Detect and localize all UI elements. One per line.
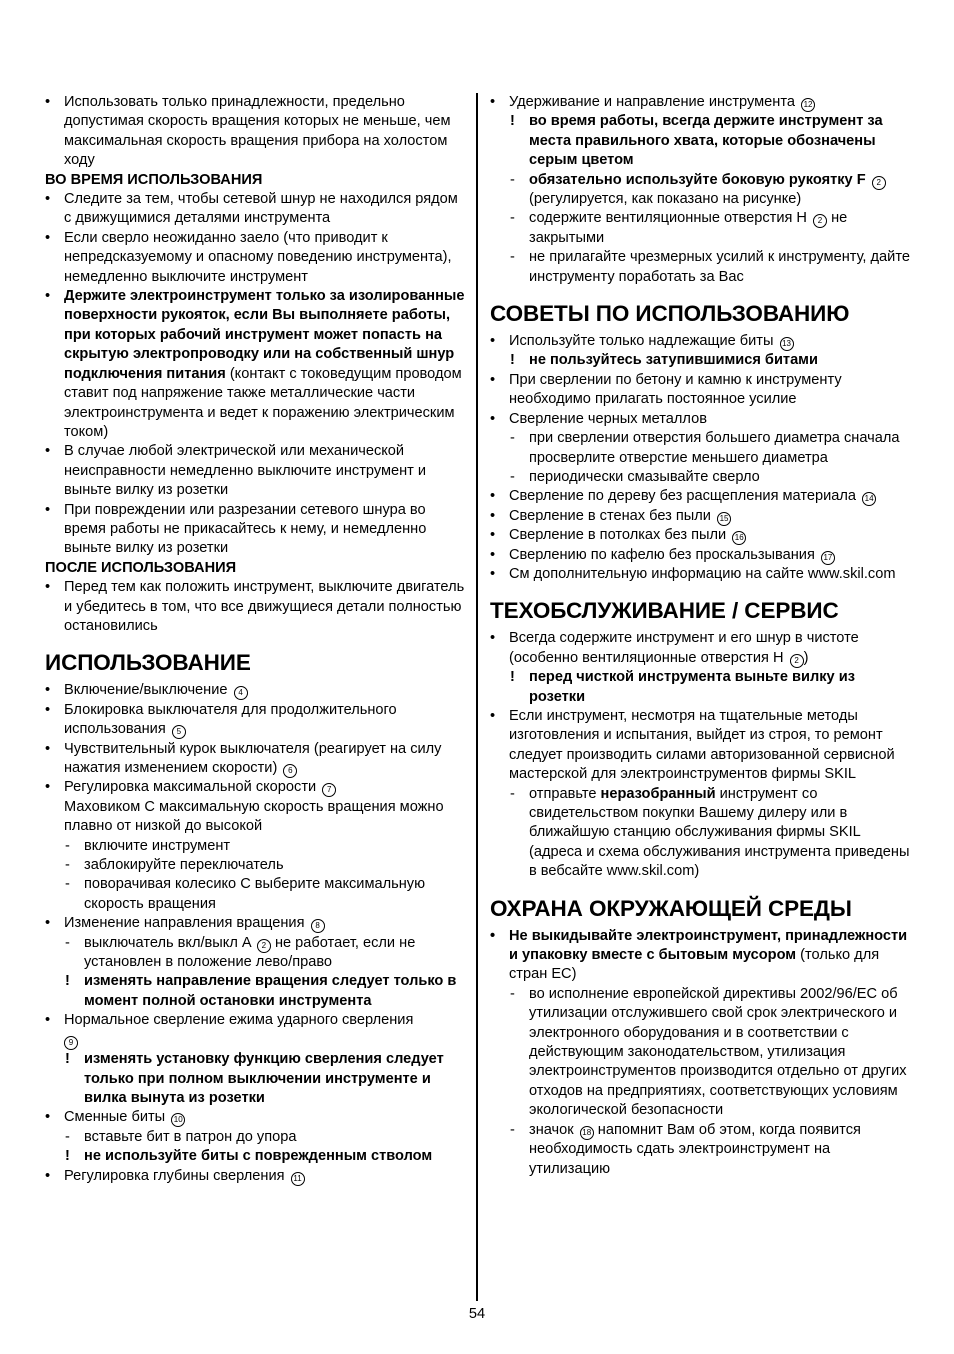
list-item: • Если инструмент, несмотря на тщательные методы изготовления и испытания, выйдет из строя, то ремонт следует производить силами авторизованной сервисной мастерской для электроинструментов фирмы SKIL	[490, 707, 895, 783]
dash-item: - включите инструмент	[65, 837, 231, 854]
figure-ref-icon: 2	[872, 176, 886, 190]
dash-item: - не прилагайте чрезмерных усилий к инструменту, дайте инструменту поработать за Вас	[510, 249, 910, 285]
figure-ref-icon: 6	[283, 764, 297, 778]
list-item: • Изменение направления вращения 8	[45, 914, 465, 933]
dash-item: - поворачивая колесико C выберите максимальную скорость вращения	[65, 876, 426, 912]
dash-item: - периодически смазывайте сверло	[510, 468, 760, 485]
dash-item: - содержите вентиляционные отверстия H 2 не закрытыми	[510, 210, 848, 246]
section-heading-tips: СОВЕТЫ ПО ИСПОЛЬЗОВАНИЮ	[490, 301, 850, 327]
list-item: • Чувствительный курок выключателя (реагирует на силу нажатия изменением скорости) 6	[45, 740, 442, 776]
list-item: • Использовать только принадлежности, предельно допустимая скорость вращения которых не меньше, чем максимальная скорость вращения прибора на холостом ходу	[45, 94, 451, 169]
section-heading-service: ТЕХОБСЛУЖИВАНИЕ / СЕРВИС	[490, 598, 839, 624]
figure-ref-icon: 2	[813, 214, 827, 228]
warning-item: ! не используйте биты с поврежденным стволом	[65, 1148, 433, 1165]
figure-ref-icon: 2	[257, 939, 271, 953]
list-item: • Удерживание и направление инструмента 12	[490, 93, 910, 112]
list-item: • Сверлению по кафелю без проскальзывания 17	[490, 546, 910, 565]
warning-item: ! перед чисткой инструмента выньте вилку из розетки	[510, 669, 855, 705]
figure-ref-icon: 13	[780, 337, 794, 351]
list-item: • Если сверло неожиданно заело (что приводит к непредсказуемому и опасному поведению инструмента), немедленно выключите инструмент	[45, 229, 452, 285]
figure-ref-icon: 18	[580, 1126, 594, 1140]
dash-item: - выключатель вкл/выкл A 2 не работает, если не установлен в положение лево/право	[65, 934, 416, 971]
list-item: • Всегда содержите инструмент и его шнур в чистоте (особенно вентиляционные отверстия H 2 )	[490, 630, 859, 666]
warning-item: ! изменять направление вращения следует только в момент полной остановки инструмента	[65, 973, 457, 1009]
warning-item: ! во время работы, всегда держите инструмент за места правильного хвата, которые обозначены серым цветом	[510, 113, 883, 169]
list-item: • Регулировка глубины сверления 11	[45, 1167, 465, 1186]
list-item: • Используйте только надлежащие биты 13	[490, 332, 910, 351]
figure-ref-icon: 14	[862, 492, 876, 506]
list-item: • Сверление в потолках без пыли 16	[490, 526, 910, 545]
figure-ref-icon: 2	[790, 654, 804, 668]
dash-item: - при сверлении отверстия большего диаметра сначала просверлите отверстие меньшего диаметра	[510, 430, 900, 466]
page-number: 54	[468, 1306, 486, 1322]
list-item: • См дополнительную информацию на сайте www.skil.com	[490, 565, 896, 582]
list-item: • Не выкидывайте электроинструмент, принадлежности и упаковку вместе с бытовым мусором (только для стран ЕС)	[490, 927, 908, 983]
list-item: • Сменные биты 10	[45, 1108, 465, 1127]
figure-ref-icon: 11	[291, 1172, 305, 1186]
list-item: • Регулировка максимальной скорости 7 Маховиком C максимальную скорость вращения можно плавно от низкой до высокой	[45, 779, 444, 835]
list-item: • При повреждении или разрезании сетевого шнура во время работы не прикасайтесь к нему, и немедленно выньте вилку из розетки	[45, 501, 427, 557]
list-item: • Следите за тем, чтобы сетевой шнур не находился рядом с движущимися деталями инструмента	[45, 191, 458, 227]
left-column	[45, 93, 465, 1186]
list-item: • Сверление в стенах без пыли 15	[490, 507, 910, 526]
figure-ref-icon: 12	[801, 98, 815, 112]
dash-item: - отправьте неразобранный инструмент со свидетельством покупки Вашему дилеру или в ближайшую станцию обслуживания фирмы SKIL (адреса и схема обслуживания инструмента приведены в вебсайте www.skil.com)	[510, 785, 910, 880]
list-item: • Сверление черных металлов	[490, 410, 707, 427]
figure-ref-icon: 17	[821, 551, 835, 565]
subheading-during-use: ВО ВРЕМЯ ИСПОЛЬЗОВАНИЯ	[45, 171, 263, 188]
figure-ref-icon: 16	[732, 531, 746, 545]
figure-ref-icon: 5	[172, 725, 186, 739]
warning-item: ! изменять установку функцию сверления следует только при полном выключении инструменте и вилка вынута из розетки	[65, 1051, 444, 1106]
list-item: • Нормальное сверление ежима ударного сверления 9	[45, 1011, 465, 1050]
right-column	[490, 93, 910, 1179]
figure-ref-icon: 7	[322, 783, 336, 797]
dash-item: - вставьте бит в патрон до упора	[65, 1128, 297, 1145]
dash-item: - во исполнение европейской директивы 2002/96/ЕС об утилизации отслужившего свой срок электрического и электронного оборудования и в соответствии с действующим законодательством, утилизация электроинструментов производится отдельно от других отходов на предприятиях, соответствующих условиям экологической безопасности	[510, 985, 907, 1119]
list-item: • Блокировка выключателя для продолжительного использования 5	[45, 701, 397, 738]
list-item: • В случае любой электрической или механической неисправности немедленно выключите инструмент и выньте вилку из розетки	[45, 443, 427, 499]
section-heading-usage: ИСПОЛЬЗОВАНИЕ	[45, 650, 251, 676]
dash-item: - обязательно используйте боковую рукоятку F 2 (регулируется, как показано на рисунке)	[490, 171, 910, 210]
figure-ref-icon: 15	[717, 512, 731, 526]
column-divider	[476, 93, 478, 1301]
dash-item: - заблокируйте переключатель	[65, 857, 284, 874]
list-item: • Держите электроинструмент только за изолированные поверхности рукояток, если Вы выполняете работы, при которых рабочий инструмент может попасть на скрытую электропроводку или на собственный шнур подключения питания (контакт с токоведущим проводом ставит под напряжение также металлические части электроинструмента и ведет к поражению электрическим током)	[45, 288, 465, 440]
figure-ref-icon: 8	[311, 919, 325, 933]
section-heading-environment: ОХРАНА ОКРУЖАЮЩЕЙ СРЕДЫ	[490, 895, 852, 921]
list-item: • Включение/выключение 4	[45, 681, 465, 700]
figure-ref-icon: 9	[64, 1036, 78, 1050]
subheading-after-use: ПОСЛЕ ИСПОЛЬЗОВАНИЯ	[45, 559, 237, 576]
figure-ref-icon: 4	[234, 686, 248, 700]
list-item: • Перед тем как положить инструмент, выключите двигатель и убедитесь в том, что все движущиеся детали полностью остановились	[45, 579, 465, 634]
dash-item: - значок 18 напомнит Вам об этом, когда появится необходимость сдать электроинструмент на утилизацию	[510, 1121, 861, 1177]
figure-ref-icon: 10	[171, 1113, 185, 1127]
warning-item: ! не пользуйтесь затупившимися битами	[510, 352, 818, 369]
list-item: • При сверлении по бетону и камню к инструменту необходимо прилагать постоянное усилие	[490, 371, 842, 408]
list-item: • Сверление по дереву без расщепления материала 14	[490, 487, 910, 506]
